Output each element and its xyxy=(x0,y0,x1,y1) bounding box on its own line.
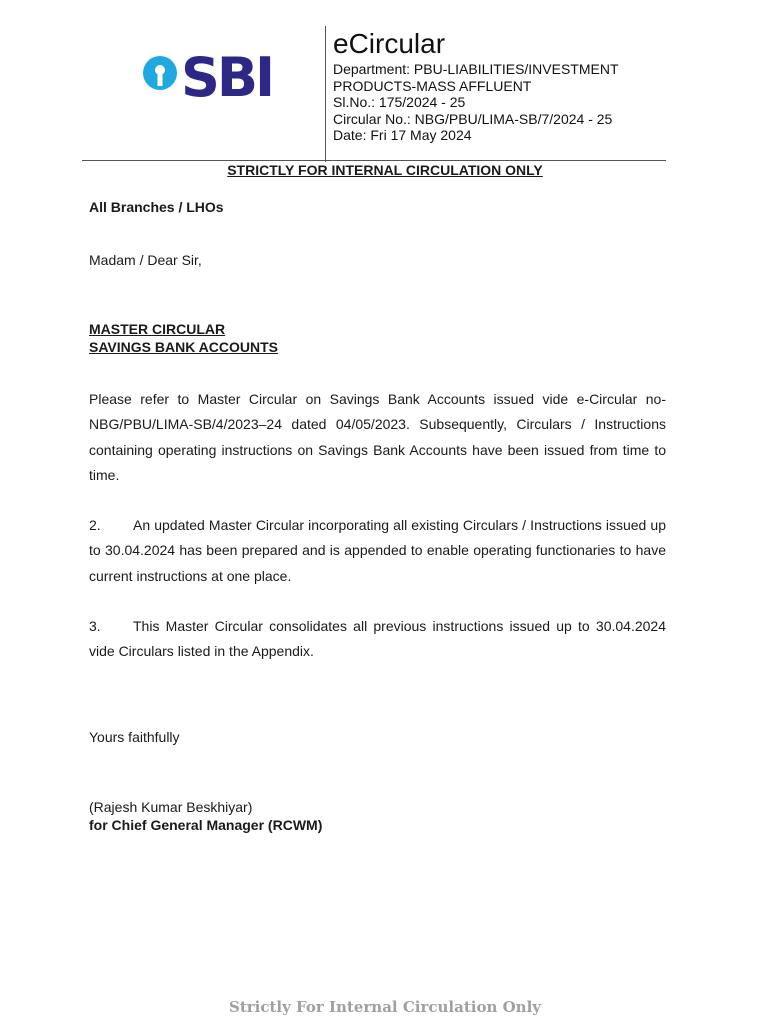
department-line: Department: PBU-LIABILITIES/INVESTMENT xyxy=(333,61,619,77)
subject-line-1: MASTER CIRCULAR xyxy=(89,321,226,337)
paragraph-2-text: An updated Master Circular incorporating all existing Circulars / Instructions issued up to 30.04.2024 has been prepared and is appended to enable operating functionaries to have current instructions at one place. xyxy=(89,517,666,584)
department-line-cont: PRODUCTS-MASS AFFLUENT xyxy=(333,77,532,94)
paragraph-2 xyxy=(89,513,666,589)
signatory-role: for Chief General Manager (RCWM) xyxy=(89,817,323,833)
paragraph-1: Please refer to Master Circular on Savings Bank Accounts issued vide e-Circular no- NBG/PBU/LIMA-SB/4/2023–24 dated 04/05/2023. Subsequently, Circulars / Instructions containing operating instructions on Savings Bank Accounts have been issued from time to time. xyxy=(89,391,666,483)
serial-number: Sl.No.: 175/2024 - 25 xyxy=(333,94,466,111)
footer-watermark: Strictly For Internal Circulation Only xyxy=(228,998,541,1016)
signatory-name: (Rajesh Kumar Beskhiyar) xyxy=(89,799,253,815)
paragraph-2-number: 2. xyxy=(89,517,101,533)
paragraph-3-number: 3. xyxy=(89,618,101,634)
circular-number: Circular No.: NBG/PBU/LIMA-SB/7/2024 - 25 xyxy=(333,110,613,127)
subject xyxy=(89,321,278,356)
addressee: All Branches / LHOs xyxy=(89,199,224,215)
subject-line-2: SAVINGS BANK ACCOUNTS xyxy=(89,338,279,355)
header-divider-horizontal xyxy=(82,160,666,161)
salutation: Madam / Dear Sir, xyxy=(89,252,202,268)
sbi-logo xyxy=(141,46,273,100)
closing: Yours faithfully xyxy=(89,729,180,745)
svg-text:SBI: SBI xyxy=(181,46,273,100)
internal-circulation-notice: STRICTLY FOR INTERNAL CIRCULATION ONLY xyxy=(227,162,543,178)
paragraph-3 xyxy=(89,614,666,665)
circular-date: Date: Fri 17 May 2024 xyxy=(333,127,472,144)
paragraph-3-text: This Master Circular consolidates all previous instructions issued up to 30.04.2024 vide Circulars listed in the Appendix. xyxy=(89,618,666,660)
header-divider-vertical xyxy=(325,26,326,162)
circular-meta xyxy=(333,61,619,144)
document-title: eCircular xyxy=(333,28,446,59)
